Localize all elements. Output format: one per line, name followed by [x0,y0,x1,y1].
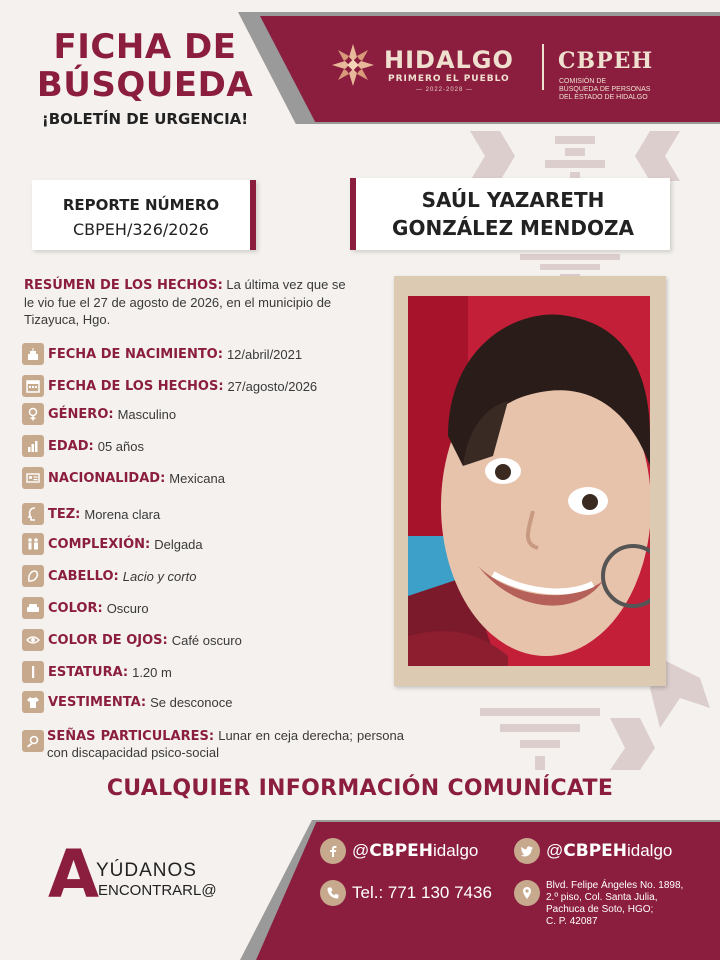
cbpeh-desc-line: BÚSQUEDA DE PERSONAS [559,86,651,93]
ayudanos-campaign-logo [48,836,248,916]
summary-label: RESÚMEN DE LOS HECHOS: [24,278,223,293]
field-value: Se desconoce [150,694,233,710]
calendar-icon [22,375,44,397]
field-label: CABELLO: [48,568,119,584]
twitter-at: @ [546,841,564,860]
gender-icon [22,403,44,425]
summary-text: La última vez que se le vio fue el 27 de agosto de 2026, en el municipio de Tizayuca, Hgo. [24,277,346,327]
poster-title [0,28,290,128]
field-value: 27/agosto/2026 [227,378,318,394]
field-label: TEZ: [48,506,81,522]
office-address [546,880,716,928]
call-to-action: CUALQUIER INFORMACIÓN COMUNÍCATE [106,776,614,801]
logo-divider [542,44,544,90]
cbpeh-desc-line: COMISIÓN DE [559,78,607,85]
phone-icon [320,880,346,906]
field-nationality [22,466,225,490]
senas-text: Lunar en ceja derecha; persona con discapacidad psico-social [47,728,404,760]
urgency-subtitle: ¡BOLETÍN DE URGENCIA! [41,110,249,128]
person-name-line-2: GONZÁLEZ MENDOZA [392,216,634,240]
title-line-1: FICHA DE [53,27,237,67]
facebook-contact[interactable] [320,838,478,864]
child-portrait-illustration [408,296,650,666]
field-complexion-tone [22,502,160,526]
age-icon [22,435,44,457]
field-label: EDAD: [48,438,94,454]
field-distinguishing-marks [22,728,404,761]
eye-icon [22,629,44,651]
address-pin [514,880,546,906]
twitter-contact[interactable] [514,838,672,864]
facebook-handle-rest: idalgo [433,841,479,860]
field-build [22,532,203,556]
campaign-line-2: ENCONTRARL@ [98,882,217,899]
field-label: COLOR DE OJOS: [48,632,168,648]
campaign-initial: A [48,836,100,913]
hidalgo-wordmark: HIDALGO [384,46,514,74]
hidalgo-cbpeh-logo [330,40,670,100]
id-card-icon [22,467,44,489]
field-birth-date [22,342,302,366]
cbpeh-wordmark: CBPEH [558,48,654,74]
field-label: COMPLEXIÓN: [48,536,151,552]
person-name-line-1: SAÚL YAZARETH [421,188,605,212]
field-value: Mexicana [169,470,225,486]
field-value: Lacio y corto [122,568,197,584]
hair-icon [22,565,44,587]
sofa-icon [22,597,44,619]
field-label: VESTIMENTA: [48,694,147,710]
address-line: Blvd. Felipe Ángeles No. 1898, [546,880,684,891]
field-value: Masculino [117,406,177,422]
field-age [22,434,144,458]
campaign-line-1: YÚDANOS [96,860,197,881]
person-name-box [350,178,670,250]
field-value: Oscuro [106,600,149,616]
senas-label: SEÑAS PARTICULARES: [47,729,215,744]
field-label: COLOR: [48,600,103,616]
field-height [22,660,172,684]
address-line: Pachuca de Soto, HGO; [546,904,654,915]
incident-summary [24,276,354,328]
field-color [22,596,149,620]
field-label: FECHA DE LOS HECHOS: [48,378,224,394]
magnifier-icon [22,730,44,752]
location-pin-icon [514,880,540,906]
cbpeh-desc-line: DEL ESTADO DE HIDALGO [559,94,648,101]
title-line-2: BÚSQUEDA [36,65,254,105]
field-label: FECHA DE NACIMIENTO: [48,346,223,362]
address-line: C. P. 42087 [546,916,598,927]
field-value: 05 años [97,438,144,454]
ruler-icon [22,661,44,683]
twitter-bird-icon [514,838,540,864]
cbpeh-description [559,78,679,102]
report-number-box [32,180,256,250]
facebook-icon [320,838,346,864]
hidalgo-star-icon [330,42,376,88]
field-eye-color [22,628,242,652]
field-value: Delgada [154,536,203,552]
field-incident-date [22,374,317,398]
field-value: Café oscuro [171,632,242,648]
field-gender [22,402,176,426]
twitter-handle-bold: CBPEH [563,841,627,861]
missing-person-photo [408,296,650,666]
period-text: — 2022-2028 — [416,87,474,93]
facebook-at: @ [352,841,370,860]
field-label: NACIONALIDAD: [48,470,166,486]
field-value: Morena clara [84,506,161,522]
address-line: 2.º piso, Col. Santa Julia, [546,892,658,903]
field-value: 12/abril/2021 [226,346,303,362]
field-label: GÉNERO: [48,406,114,422]
twitter-handle-rest: idalgo [627,841,673,860]
face-profile-icon [22,503,44,525]
report-number-value: CBPEH/326/2026 [73,220,209,239]
facebook-handle-bold: CBPEH [369,841,433,861]
field-label: ESTATURA: [48,664,129,680]
field-value: 1.20 m [132,664,172,680]
cake-icon [22,343,44,365]
field-clothing [22,690,232,714]
phone-contact[interactable] [320,880,492,906]
body-icon [22,533,44,555]
slogan-text: PRIMERO EL PUEBLO [388,74,510,84]
report-number-label: REPORTE NÚMERO [62,196,220,214]
embroidery-pattern-top [460,126,690,186]
shirt-icon [22,691,44,713]
field-hair [22,564,196,588]
phone-number: Tel.: 771 130 7436 [352,883,492,902]
